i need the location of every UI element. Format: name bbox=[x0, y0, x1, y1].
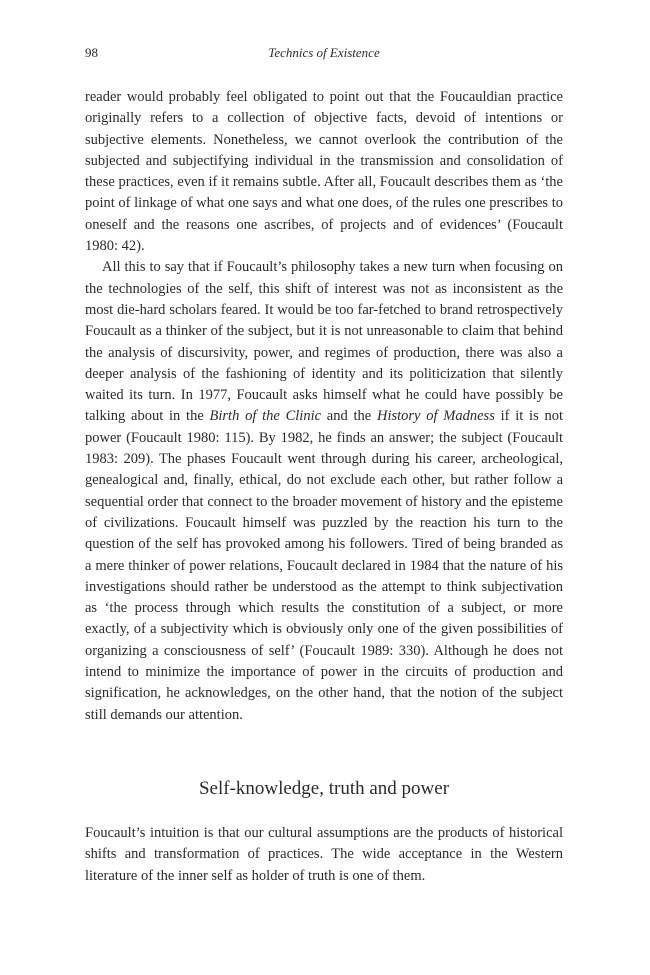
book-title-history-of-madness: History of Madness bbox=[376, 408, 495, 425]
section-text bbox=[85, 823, 563, 887]
section-heading: Self-knowledge, truth and power bbox=[198, 778, 450, 799]
paragraph-text: if it is not power (Foucault 1980: 115). By 1982, he finds an answer; the subject (Foucault 1983: 209). The phases Foucault went through during his career, archeological, genealogical and, finally, ethical, do not exclude each other, but rather follow a sequential order that connect to the broader movement of history and the episteme of civilizations. Foucault himself was puzzled by the reaction his turn to the question of the self has provoked among his followers. Tired of being branded as a mere thinker of power relations, Foucault declared in 1984 that the nature of his investigations should rather be understood as the attempt to think subjectivation as ‘the process through which results the constitution of a subject, or more exactly, of a subjectivity which is obviously only one of the given possibilities of organizing a consciousness of self’ (Foucault 1989: 330). Although he does not intend to minimize the importance of power in the circuits of production and signification, he acknowledges, on the other hand, that the notion of the subject still demands our attention. bbox=[85, 408, 563, 723]
book-title-birth-of-the-clinic: Birth of the Clinic bbox=[209, 408, 322, 425]
page-number: 98 bbox=[85, 45, 98, 60]
running-head bbox=[85, 45, 563, 63]
paragraph-text: All this to say that if Foucault’s philosophy takes a new turn when focusing on the technologies of the self, this shift of interest was not as inconsistent as the most die-hard scholars feared. It would be too far-fetched to brand retrospectively Foucault as a thinker of the subject, but it is not unreasonable to claim that behind the analysis of discursivity, power, and regimes of production, there was also a deeper analysis of the fashioning of identity and its politicization that silently waited its turn. In 1977, Foucault asks himself what he could have possibly be talking about in the bbox=[85, 259, 563, 425]
paragraph-foucault-turn bbox=[85, 257, 563, 726]
paragraph-text: and the bbox=[321, 408, 377, 425]
running-title: Technics of Existence bbox=[268, 45, 380, 60]
section-paragraph: Foucault’s intuition is that our cultural assumptions are the products of historical shifts and transformation of practices. The wide acceptance in the Western literature of the inner self as holder of truth is one of them. bbox=[85, 825, 563, 884]
body-text bbox=[85, 87, 563, 726]
paragraph-continued: reader would probably feel obligated to point out that the Foucauldian practice originally refers to a collection of objective facts, devoid of intentions or subjective elements. Nonetheless, we cannot overlook the contribution of the subjected and subjectifying individual in the transmission and consolidation of these practices, even if it remains subtle. After all, Foucault describes them as ‘the point of linkage of what one says and what one does, of the rules one prescribes to oneself and the reasons one ascribes, of projects and of evidences’ (Foucault 1980: 42). bbox=[85, 89, 563, 255]
